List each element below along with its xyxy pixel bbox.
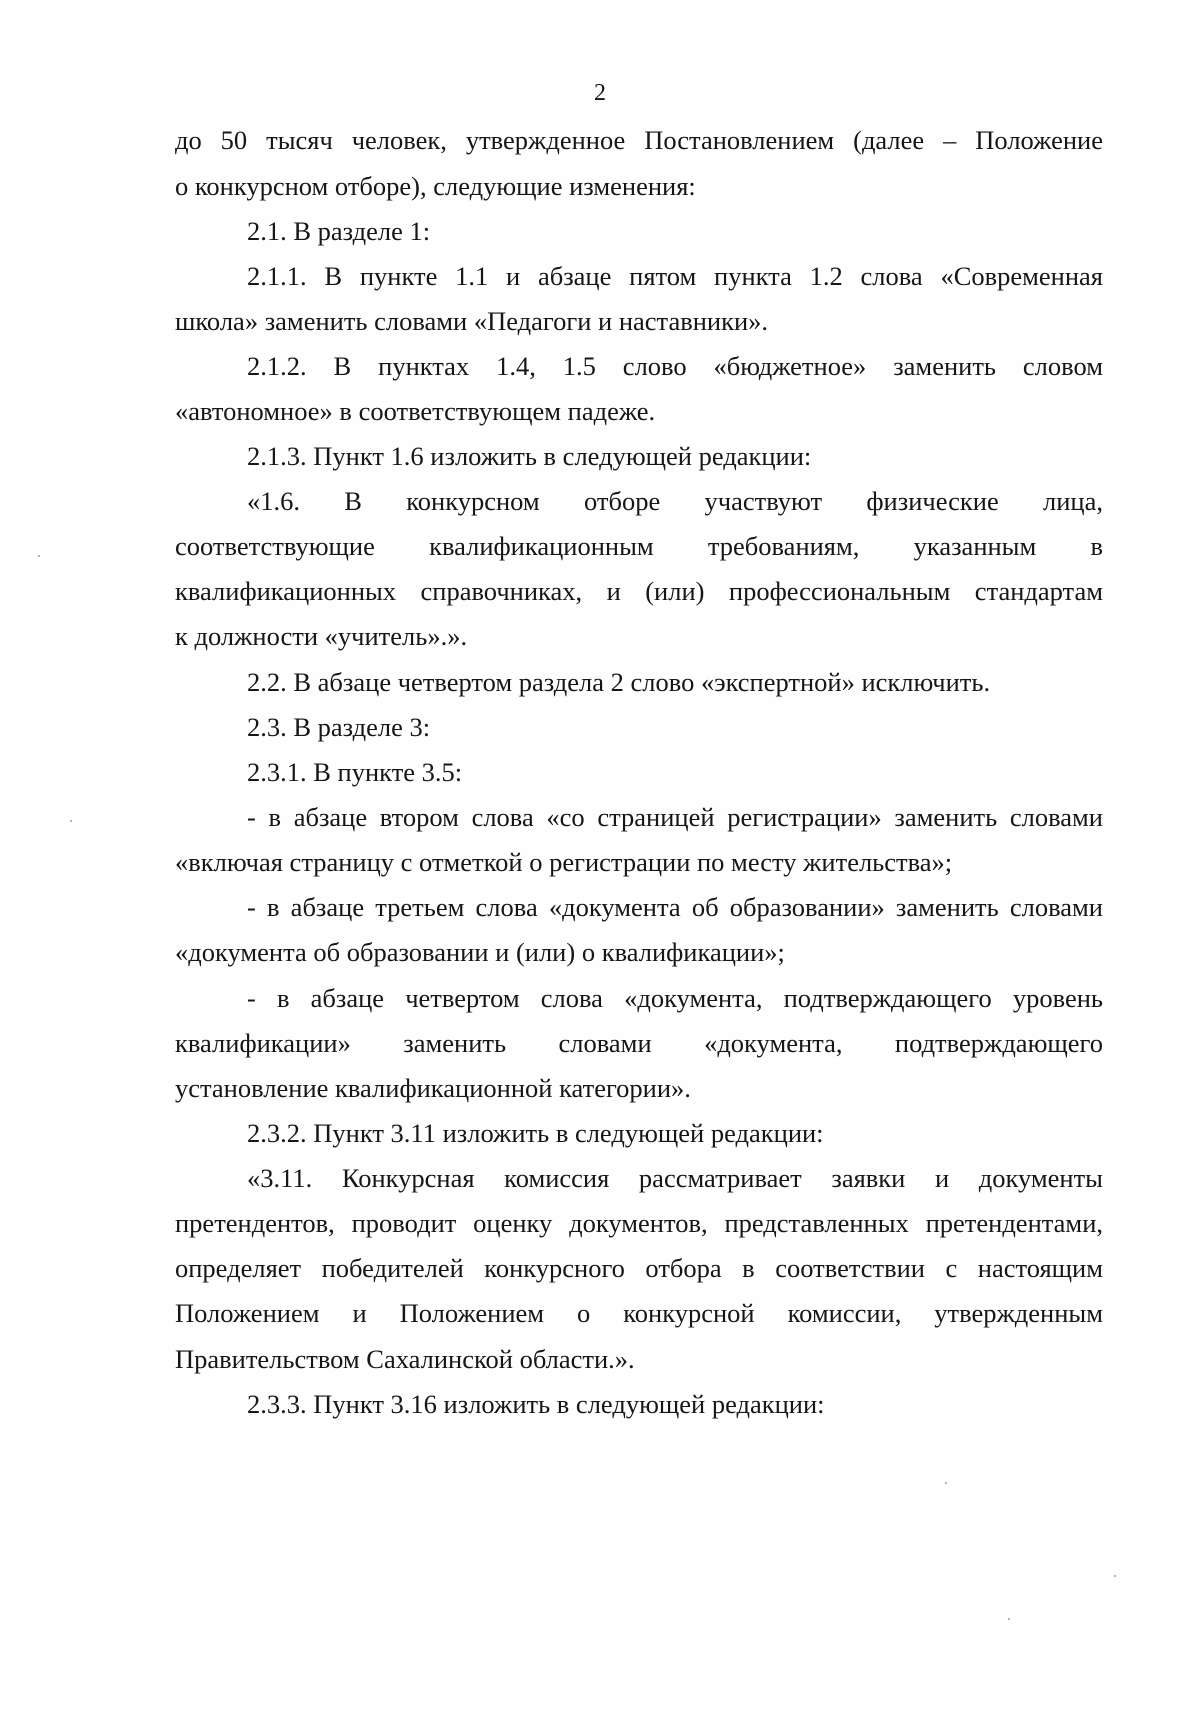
text-line-24: «3.11. Конкурсная комиссия рассматривает заявки и документы xyxy=(247,1163,1103,1193)
text-line-2: о конкурсном отборе), следующие изменения: xyxy=(175,171,696,201)
text-line-6: 2.1.2. В пунктах 1.4, 1.5 слово «бюджетное» заменить словом xyxy=(247,351,1103,381)
text-line-4: 2.1.1. В пункте 1.1 и абзаце пятом пункта 1.2 слова «Современная xyxy=(247,261,1103,291)
text-line-17: «включая страницу с отметкой о регистрации по месту жительства»; xyxy=(175,847,953,877)
text-line-12: к должности «учитель».». xyxy=(175,621,468,651)
text-line-3: 2.1. В разделе 1: xyxy=(247,216,431,246)
scan-speck xyxy=(1114,1575,1116,1577)
text-line-19: «документа об образовании и (или) о квалификации»; xyxy=(175,937,785,967)
scan-speck xyxy=(38,555,40,557)
text-line-10: соответствующие квалификационным требованиям, указанным в xyxy=(175,531,1103,561)
text-line-20: - в абзаце четвертом слова «документа, подтверждающего уровень xyxy=(247,983,1103,1013)
scan-speck xyxy=(1008,1618,1010,1620)
text-line-14: 2.3. В разделе 3: xyxy=(247,712,431,742)
text-line-16: - в абзаце втором слова «со страницей регистрации» заменить словами xyxy=(247,802,1103,832)
text-line-27: Положением и Положением о конкурсной комиссии, утвержденным xyxy=(175,1298,1103,1328)
text-line-26: определяет победителей конкурсного отбора в соответствии с настоящим xyxy=(175,1253,1103,1283)
scan-speck xyxy=(70,820,72,822)
text-line-1: до 50 тысяч человек, утвержденное Постановлением (далее – Положение xyxy=(175,125,1103,155)
text-line-9: «1.6. В конкурсном отборе участвуют физические лица, xyxy=(247,486,1103,516)
text-line-28: Правительством Сахалинской области.». xyxy=(175,1344,635,1374)
text-line-25: претендентов, проводит оценку документов, представленных претендентами, xyxy=(175,1208,1103,1238)
text-line-15: 2.3.1. В пункте 3.5: xyxy=(247,757,463,787)
text-line-13: 2.2. В абзаце четвертом раздела 2 слово «экспертной» исключить. xyxy=(247,667,991,697)
text-line-7: «автономное» в соответствующем падеже. xyxy=(175,396,656,426)
text-line-8: 2.1.3. Пункт 1.6 изложить в следующей редакции: xyxy=(247,441,812,471)
text-line-18: - в абзаце третьем слова «документа об образовании» заменить словами xyxy=(247,892,1103,922)
text-line-11: квалификационных справочниках, и (или) профессиональным стандартам xyxy=(175,576,1103,606)
text-line-29: 2.3.3. Пункт 3.16 изложить в следующей редакции: xyxy=(247,1389,825,1419)
page-number: 2 xyxy=(594,80,606,106)
text-line-23: 2.3.2. Пункт 3.11 изложить в следующей редакции: xyxy=(247,1118,824,1148)
text-line-22: установление квалификационной категории». xyxy=(175,1073,691,1103)
text-line-21: квалификации» заменить словами «документа, подтверждающего xyxy=(175,1028,1103,1058)
text-line-5: школа» заменить словами «Педагоги и наставники». xyxy=(175,306,769,336)
scan-speck xyxy=(945,1482,947,1484)
